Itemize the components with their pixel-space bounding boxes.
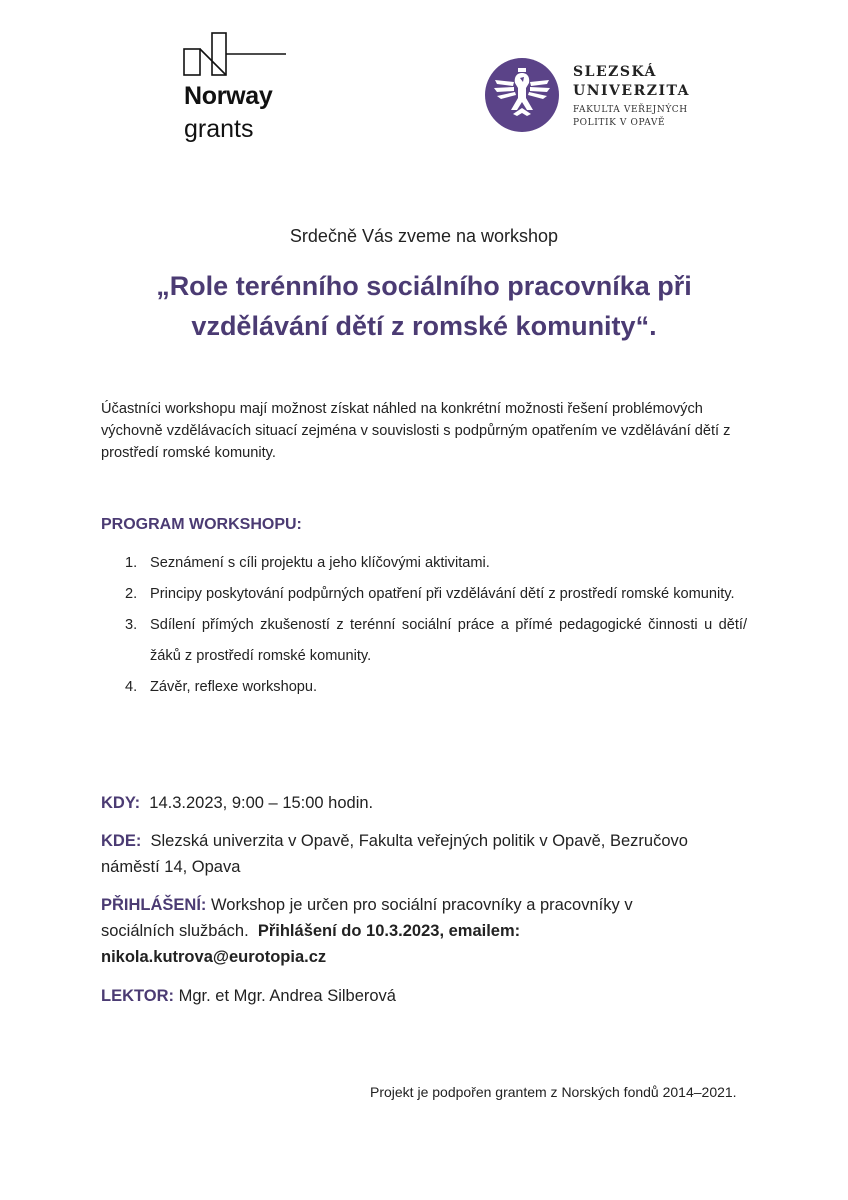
program-heading: PROGRAM WORKSHOPU: bbox=[101, 516, 302, 533]
where-value: Slezská univerzita v Opavě, Fakulta veřejných politik v Opavě, Bezručovo náměstí 14, Opava bbox=[101, 832, 688, 876]
program-item-text: Sdílení přímých zkušeností z terénní sociální práce a přímé pedagogické činnosti u dětí/žáků z prostředí romské komunity. bbox=[150, 617, 747, 664]
norway-grants-logo bbox=[183, 32, 293, 147]
program-item bbox=[101, 672, 747, 703]
program-item-text: Závěr, reflexe workshopu. bbox=[150, 679, 318, 695]
norway-logo-text: Norway bbox=[184, 82, 273, 110]
registration-email-link[interactable]: nikola.kutrova@eurotopia.cz bbox=[101, 948, 327, 966]
workshop-title-line2: vzdělávání dětí z romské komunity“. bbox=[191, 311, 657, 341]
program-item-number: 2. bbox=[125, 586, 138, 602]
faculty-name-line1: FAKULTA VEŘEJNÝCH bbox=[573, 105, 688, 115]
norway-grants-mark-icon bbox=[183, 32, 293, 82]
where-section bbox=[101, 828, 751, 880]
program-item-text: Seznámení s cíli projektu a jeho klíčovými aktivitami. bbox=[150, 555, 490, 571]
registration-deadline: Přihlášení do 10.3.2023, emailem: bbox=[257, 922, 521, 940]
grants-logo-text: grants bbox=[184, 115, 254, 143]
program-item bbox=[101, 610, 747, 672]
lecturer-label: LEKTOR: bbox=[101, 987, 175, 1005]
workshop-title bbox=[80, 266, 768, 346]
program-item-text: Principy poskytování podpůrných opatření při vzdělávání dětí z prostředí romské komunity. bbox=[150, 586, 735, 602]
invitation-text: Srdečně Vás zveme na workshop bbox=[289, 226, 559, 246]
registration-section bbox=[101, 892, 701, 970]
program-item-number: 1. bbox=[125, 555, 138, 571]
program-item bbox=[101, 579, 747, 610]
university-logo bbox=[485, 58, 725, 138]
funding-note: Projekt je podpořen grantem z Norských fondů 2014–2021. bbox=[370, 1084, 737, 1100]
where-label: KDE: bbox=[101, 832, 142, 850]
lecturer-value: Mgr. et Mgr. Andrea Silberová bbox=[178, 987, 396, 1005]
program-item-number: 4. bbox=[125, 679, 138, 695]
program-list bbox=[101, 548, 747, 703]
workshop-title-line1: „Role terénního sociálního pracovníka při bbox=[156, 271, 692, 301]
when-section bbox=[101, 790, 751, 816]
lecturer-section bbox=[101, 983, 751, 1009]
program-item-number: 3. bbox=[125, 617, 138, 633]
registration-label: PŘIHLÁŠENÍ: bbox=[101, 896, 207, 914]
university-name-line2: UNIVERZITA bbox=[573, 83, 691, 99]
when-label: KDY: bbox=[101, 794, 141, 812]
eagle-emblem-icon bbox=[485, 58, 559, 132]
faculty-name-line2: POLITIK V OPAVĚ bbox=[573, 118, 666, 128]
registration-value: Workshop je určen pro sociální pracovníky a pracovníky v sociálních službách. bbox=[101, 896, 633, 940]
intro-paragraph: Účastníci workshopu mají možnost získat náhled na konkrétní možnosti řešení problémových výchovně vzdělávacích situací zejména v souvislosti s podpůrným opatřením ve vzdělávání dětí z prostředí romské komunity. bbox=[101, 401, 731, 461]
when-value: 14.3.2023, 9:00 – 15:00 hodin. bbox=[149, 794, 374, 812]
program-item bbox=[101, 548, 747, 579]
university-name-line1: SLEZSKÁ bbox=[573, 64, 657, 80]
